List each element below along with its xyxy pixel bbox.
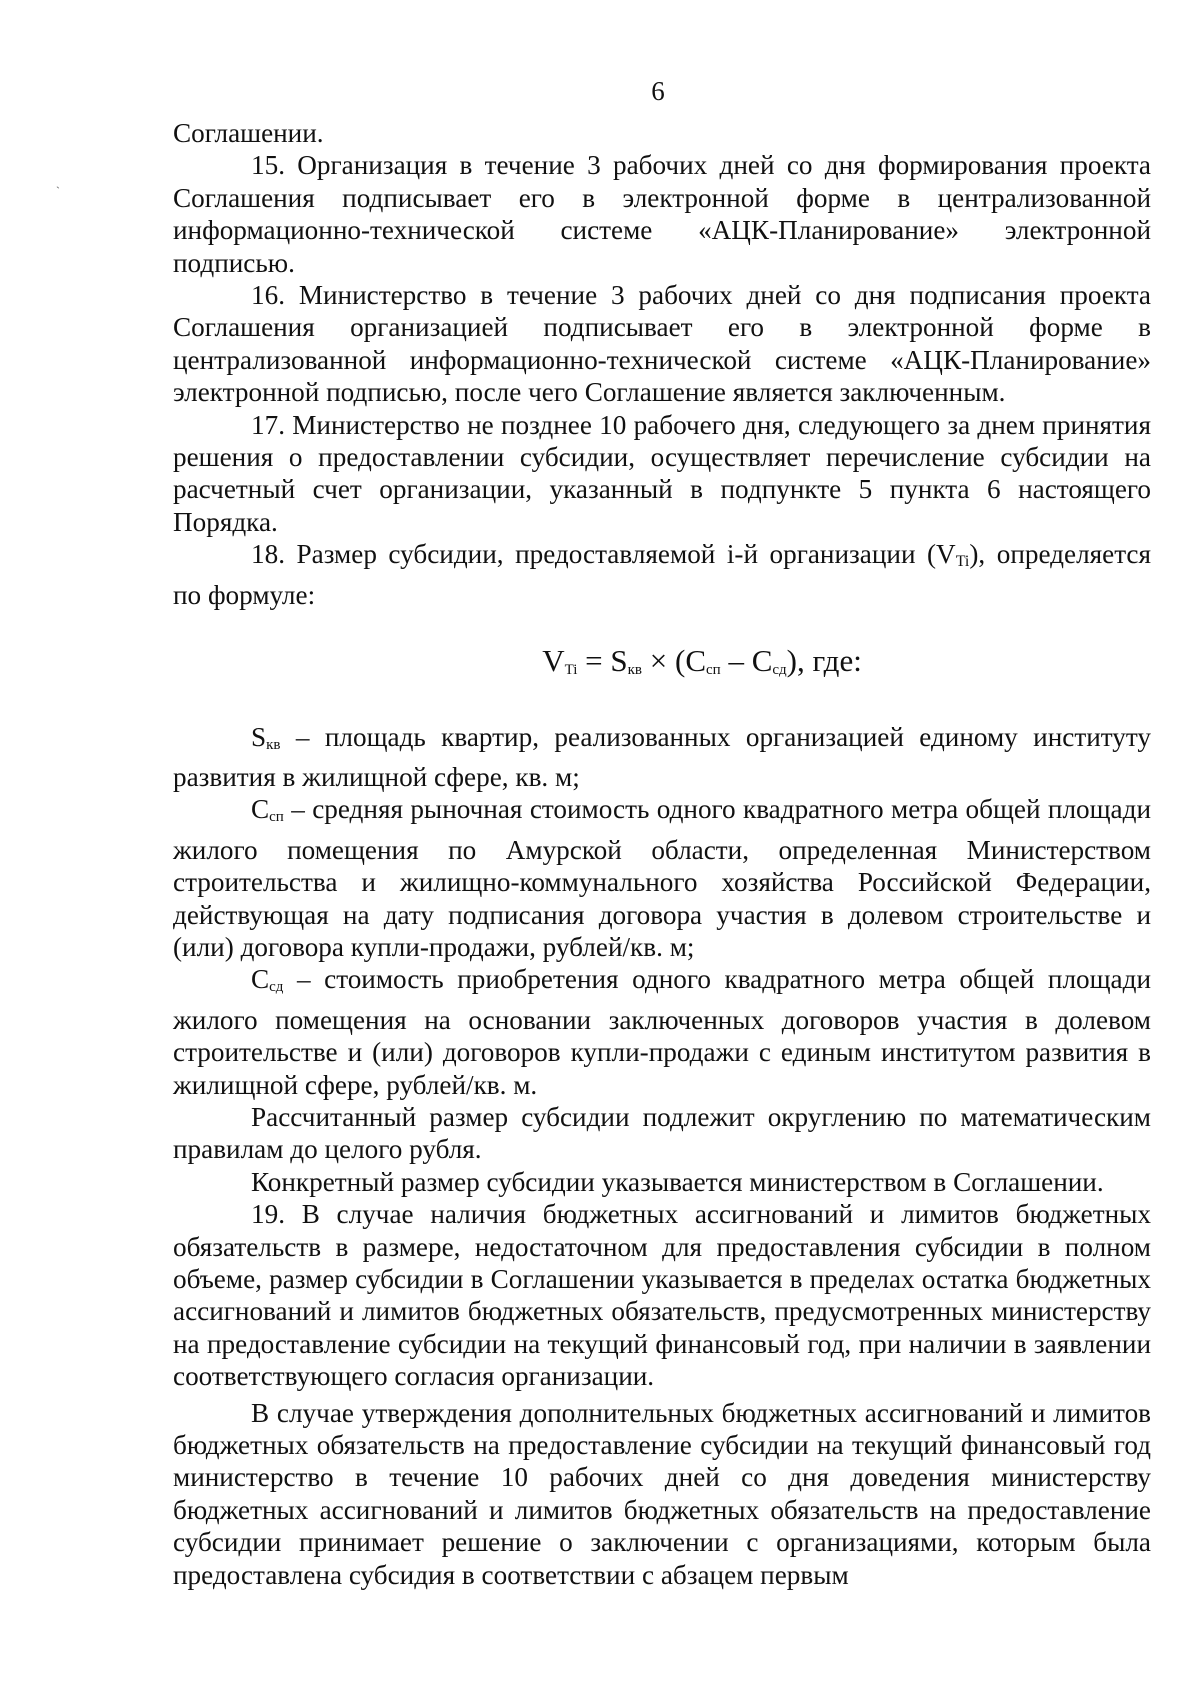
paragraph-specific-amount: Конкретный размер субсидии указывается министерством в Соглашении. xyxy=(251,1166,1104,1197)
paragraph-rounding: Рассчитанный размер субсидии подлежит округлению по математическим правилам до целого рубля. xyxy=(173,1101,1151,1165)
paragraph-continuation: Соглашении. xyxy=(173,118,324,148)
symbol-c-sd: C xyxy=(251,964,270,995)
symbol-c-sp-subscript: сп xyxy=(269,809,284,826)
formula-c-sp-subscript: сп xyxy=(706,662,721,679)
definition-s-kv xyxy=(173,721,1151,794)
symbol-s: S xyxy=(251,721,267,752)
formula-s-subscript: кв xyxy=(627,662,642,679)
paragraph-18-subscript: Ti xyxy=(955,553,970,571)
formula-v-subscript: Ti xyxy=(564,662,578,679)
definition-c-sd-text: – стоимость приобретения одного квадратного метра общей площади жилого помещения на основании заключенных договоров участия в долевом строительстве и (или) договоров купли-продажи с единым институтом развития в жилищной сфере, рублей/кв. м. xyxy=(173,964,1151,1100)
definition-c-sd xyxy=(173,963,1151,1101)
formula-minus: – xyxy=(720,643,752,679)
formula-c-sd: C xyxy=(751,643,773,679)
paragraph-additional-allocations: В случае утверждения дополнительных бюджетных ассигнований и лимитов бюджетных обязательств на предоставление субсидии на текущий финансовый год министерство в течение 10 рабочих дней со дня доведения министерству бюджетных ассигнований и лимитов бюджетных обязательств на предоставление субсидии принимает решение о заключении с организациями, которым была предоставлена субсидия в соответствии с абзацем первым xyxy=(173,1397,1151,1590)
formula-s: S xyxy=(610,643,628,679)
scan-speck: ` xyxy=(56,184,60,198)
paragraph-17: 17. Министерство не позднее 10 рабочего дня, следующего за днем принятия решения о предоставлении субсидии, осуществляет перечисление субсидии на расчетный счет организации, указанный в подпункте 5 пункта 6 настоящего Порядка. xyxy=(173,409,1151,537)
paragraph-16: 16. Министерство в течение 3 рабочих дней со дня подписания проекта Соглашения организацией подписывает его в электронной форме в централизованной информационно-технической системе «АЦК-Планирование» электронной подписью, после чего Соглашение является заключенным. xyxy=(173,280,1151,408)
paragraph-15: 15. Организация в течение 3 рабочих дней со дня формирования проекта Соглашения подписывает его в электронной форме в централизованной информационно-технической системе «АЦК-Планирование» электронной подписью. xyxy=(173,150,1151,278)
definition-c-sp-text: – средняя рыночная стоимость одного квадратного метра общей площади жилого помещения по Амурской области, определенная Министерством строительства и жилищно-коммунального хозяйства Российской Федерации, действующая на дату подписания договора участия в долевом строительстве и (или) договора купли-продажи, рублей/кв. м; xyxy=(173,794,1151,962)
formula-equals: = xyxy=(577,643,611,679)
formula-v: V xyxy=(542,643,565,679)
definition-c-sp xyxy=(173,793,1151,963)
subsidy-formula xyxy=(173,645,1151,686)
paragraph-18 xyxy=(173,538,1151,611)
symbol-c-sp: C xyxy=(251,794,270,825)
formula-c-sp: C xyxy=(685,643,706,679)
page-number: 6 xyxy=(651,76,665,106)
paragraph-18-end: ), определяется по формуле: xyxy=(173,539,1151,610)
symbol-s-subscript: кв xyxy=(266,736,281,753)
document-body xyxy=(173,117,1151,1591)
formula-times: × ( xyxy=(642,643,686,679)
paragraph-19: 19. В случае наличия бюджетных ассигнований и лимитов бюджетных обязательств в размере, недостаточном для предоставления субсидии в полном объеме, размер субсидии в Соглашении указывается в пределах остатка бюджетных ассигнований и лимитов бюджетных обязательств, предусмотренных министерству на предоставление субсидии на текущий финансовый год, при наличии в заявлении соответствующего согласия организации. xyxy=(173,1199,1151,1392)
symbol-c-sd-subscript: сд xyxy=(269,979,284,996)
definition-s-kv-text: – площадь квартир, реализованных организацией единому институту развития в жилищной сфере, кв. м; xyxy=(173,721,1151,792)
formula-tail: ), где: xyxy=(786,643,862,679)
formula-c-sd-subscript: сд xyxy=(772,662,787,679)
paragraph-18-start: 18. Размер субсидии, предоставляемой i-й организации (V xyxy=(251,539,956,570)
